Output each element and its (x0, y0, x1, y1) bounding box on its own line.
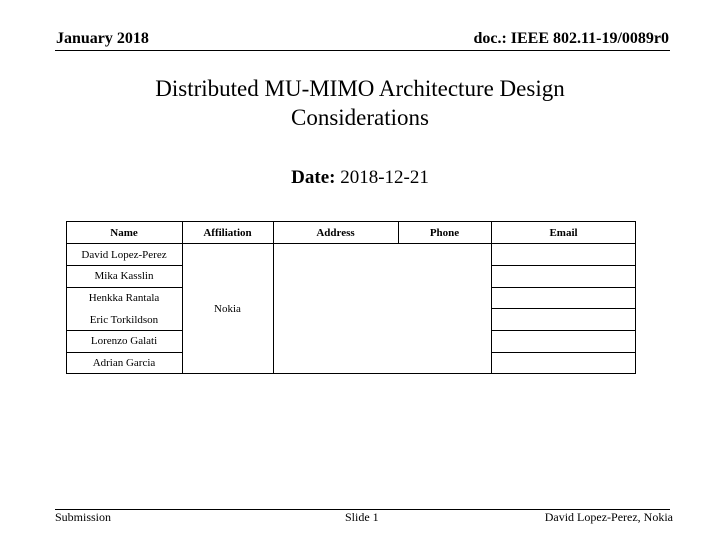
author-affiliation: Nokia (214, 303, 241, 315)
row-divider (491, 330, 636, 331)
row-divider (66, 352, 183, 353)
column-header-address: Address (316, 227, 355, 239)
author-name: David Lopez-Perez (81, 249, 167, 261)
footer-submission: Submission (55, 510, 112, 524)
author-name: Henkka Rantala (88, 292, 160, 304)
row-divider (491, 352, 636, 353)
date-value: 2018-12-21 (340, 167, 429, 188)
row-divider (66, 330, 183, 331)
row-divider (491, 308, 636, 309)
author-name: Eric Torkildson (89, 314, 159, 326)
column-divider (273, 221, 274, 374)
author-name: Mika Kasslin (94, 270, 154, 282)
title-line-1: Distributed MU-MIMO Architecture Design (155, 76, 565, 101)
header-date: January 2018 (56, 30, 149, 47)
authors-table (66, 221, 636, 374)
slide-title (60, 74, 660, 132)
row-divider (491, 265, 636, 266)
row-divider (491, 287, 636, 288)
header-divider (55, 50, 670, 51)
date-line (0, 167, 720, 189)
table-header-divider (66, 243, 636, 244)
date-label: Date: (291, 167, 336, 188)
title-line-2: Considerations (291, 105, 429, 130)
table-border-top (66, 221, 636, 222)
row-divider (66, 265, 183, 266)
table-border-bottom (66, 373, 636, 374)
column-header-phone: Phone (429, 227, 460, 239)
header-doc-id: doc.: IEEE 802.11-19/0089r0 (473, 30, 669, 47)
footer-author: David Lopez-Perez, Nokia (544, 510, 673, 524)
row-divider (66, 287, 183, 288)
footer-slide-number: Slide 1 (345, 510, 379, 524)
author-name: Lorenzo Galati (90, 335, 158, 347)
column-header-affiliation: Affiliation (203, 227, 252, 239)
column-header-email: Email (549, 227, 578, 239)
author-name: Adrian Garcia (92, 357, 156, 369)
column-header-name: Name (110, 227, 138, 239)
